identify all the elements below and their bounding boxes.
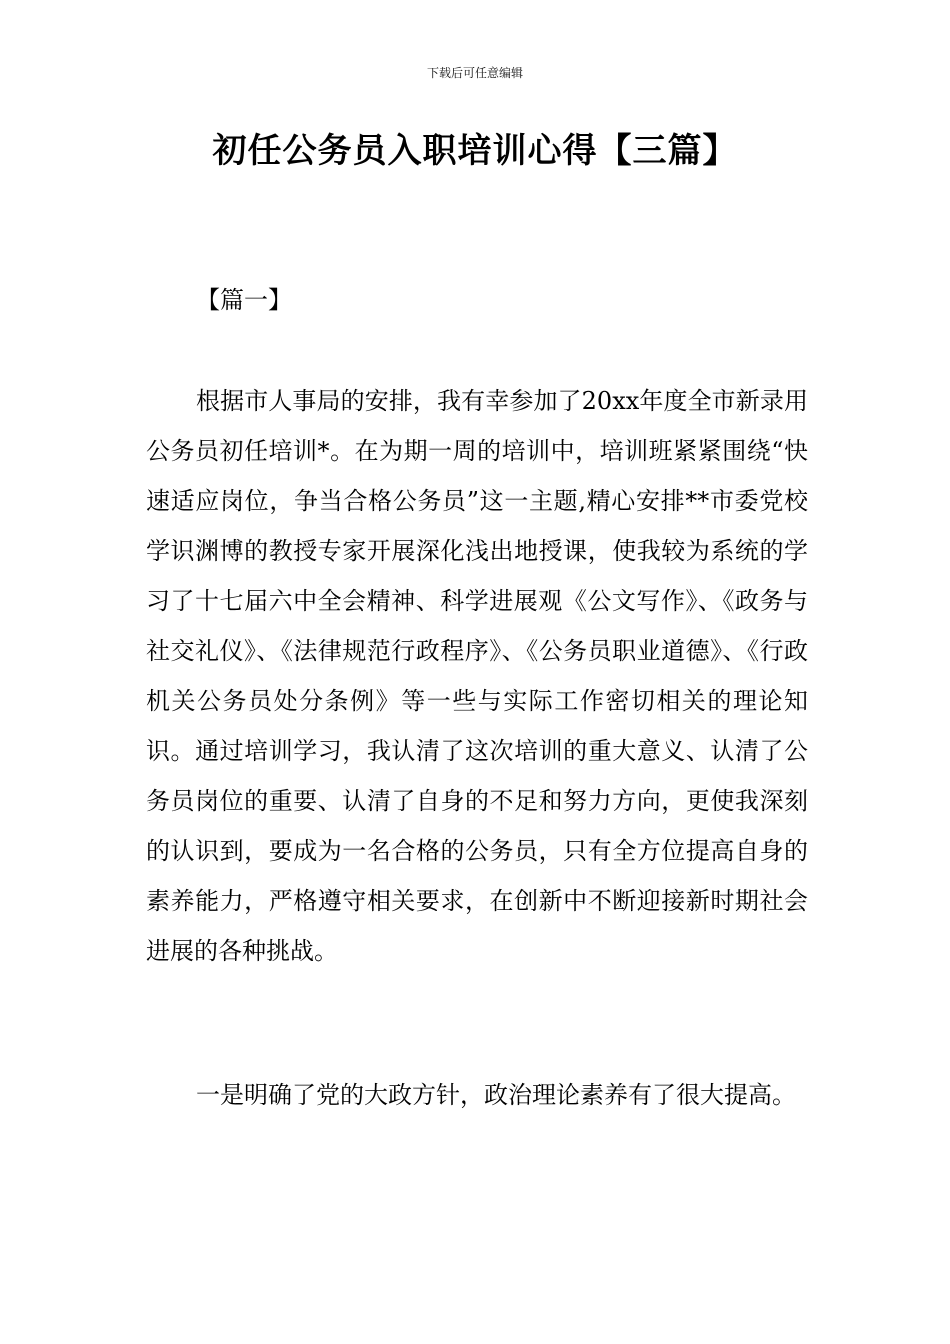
document-title: 初任公务员入职培训心得【三篇】 <box>212 131 738 171</box>
header-note: 下载后可任意编辑 <box>426 66 523 80</box>
section-label: 【篇一】 <box>196 286 292 314</box>
body-paragraph-1: 根据市人事局的安排，我有幸参加了20xx年度全市新录用公务员初任培训*。在为期一周的培训中，培训班紧紧围绕“快速适应岗位，争当合格公务员”这一主题,精心安排**市委党校学识渊博的教授专家开展深化浅出地授课，使我较为系统的学习了十七届六中全会精神、科学进展观《公文写作》、《政务与社交礼仪》、《法律规范行政程序》、《公务员职业道德》、《行政机关公务员处分条例》等一些与实际工作密切相关的理论知识。通过培训学习，我认清了这次培训的重大意义、认清了公务员岗位的重要、认清了自身的不足和努力方向，更使我深刻的认识到，要成为一名合格的公务员，只有全方位提高自身的素养能力，严格遵守相关要求，在创新中不断迎接新时期社会进展的各种挑战。 <box>146 387 808 965</box>
body-paragraph-2: 一是明确了党的大政方针，政治理论素养有了很大提高。 <box>196 1081 796 1109</box>
